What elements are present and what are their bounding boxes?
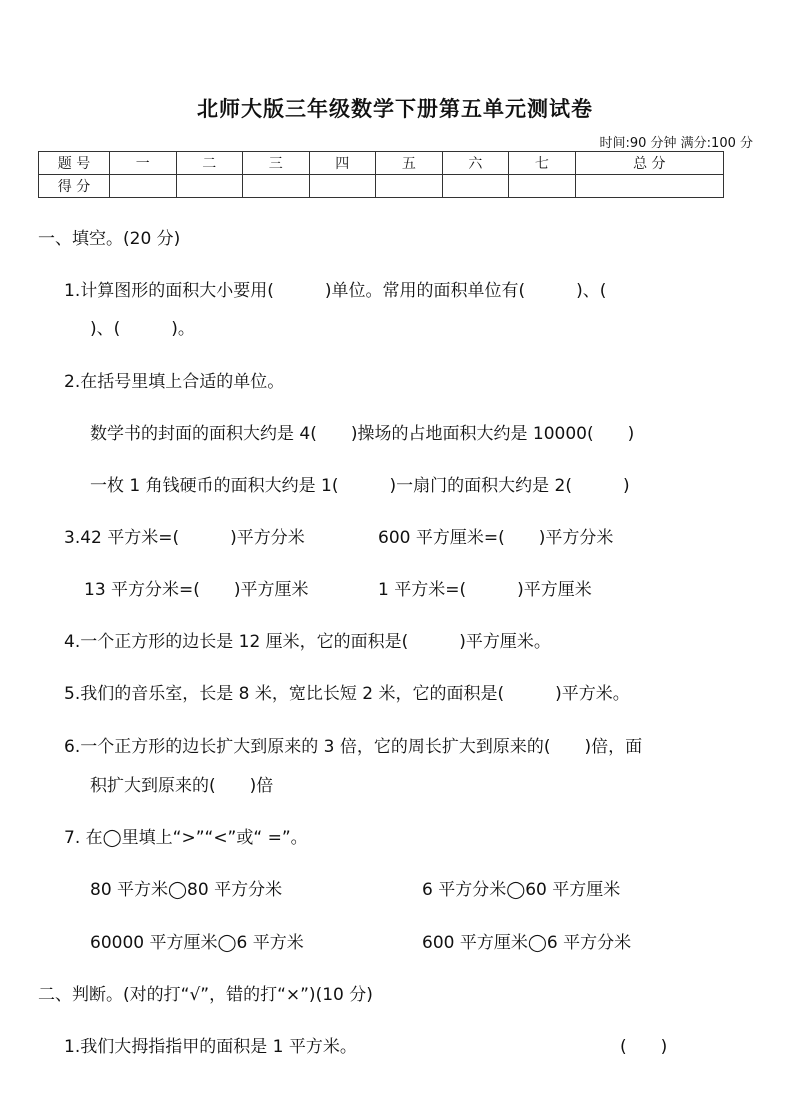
score-table-cell: 题 号 xyxy=(39,152,110,175)
score-input-cell[interactable] xyxy=(442,175,509,198)
time-and-score-info: 时间:90 分钟 满分:100 分 xyxy=(599,136,753,151)
score-input-cell[interactable] xyxy=(110,175,177,198)
score-table-cell: 得 分 xyxy=(39,175,110,198)
question-2-line-2: 一枚 1 角钱硬币的面积大约是 1( )一扇门的面积大约是 2( ) xyxy=(90,476,630,496)
question-3-item-c: 13 平方分米=( )平方厘米 xyxy=(84,580,309,600)
score-table-cell: 三 xyxy=(243,152,310,175)
question-7-item-c: 60000 平方厘米◯6 平方米 xyxy=(90,933,304,953)
question-7-item-a: 80 平方米◯80 平方分米 xyxy=(90,880,283,900)
page-title: 北师大版三年级数学下册第五单元测试卷 xyxy=(197,97,593,121)
score-table-cell: 二 xyxy=(176,152,243,175)
score-input-cell[interactable] xyxy=(509,175,576,198)
score-table-cell: 一 xyxy=(110,152,177,175)
question-2-heading: 2.在括号里填上合适的单位。 xyxy=(64,372,285,392)
score-input-cell[interactable] xyxy=(575,175,723,198)
section1-heading: 一、填空。(20 分) xyxy=(38,229,181,249)
question-1-line-2: )、( )。 xyxy=(90,319,195,339)
judgment-1-answer-paren[interactable]: ( ) xyxy=(620,1037,668,1057)
question-6-line-1: 6.一个正方形的边长扩大到原来的 3 倍，它的周长扩大到原来的( )倍，面 xyxy=(64,737,643,757)
score-input-cell[interactable] xyxy=(243,175,310,198)
score-table-cell: 四 xyxy=(309,152,376,175)
score-table-score-row xyxy=(39,175,724,198)
section2-heading: 二、判断。(对的打“√”，错的打“×”)(10 分) xyxy=(38,985,373,1005)
question-7-item-b: 6 平方分米◯60 平方厘米 xyxy=(422,880,621,900)
question-2-line-1: 数学书的封面的面积大约是 4( )操场的占地面积大约是 10000( ) xyxy=(90,424,635,444)
question-1-line-1: 1.计算图形的面积大小要用( )单位。常用的面积单位有( )、( xyxy=(64,281,607,301)
question-3-item-a: 3.42 平方米=( )平方分米 xyxy=(64,528,305,548)
score-input-cell[interactable] xyxy=(309,175,376,198)
score-input-cell[interactable] xyxy=(376,175,443,198)
question-7-heading: 7. 在◯里填上“>”“<”或“ =”。 xyxy=(64,828,308,848)
question-6-line-2: 积扩大到原来的( )倍 xyxy=(90,776,274,796)
score-table xyxy=(38,151,724,198)
score-table-cell: 六 xyxy=(442,152,509,175)
question-4: 4.一个正方形的边长是 12 厘米，它的面积是( )平方厘米。 xyxy=(64,632,551,652)
question-3-item-d: 1 平方米=( )平方厘米 xyxy=(378,580,592,600)
score-table-cell: 五 xyxy=(376,152,443,175)
question-7-item-d: 600 平方厘米◯6 平方分米 xyxy=(422,933,632,953)
score-table-cell: 总 分 xyxy=(575,152,723,175)
question-5: 5.我们的音乐室，长是 8 米，宽比长短 2 米，它的面积是( )平方米。 xyxy=(64,684,630,704)
question-3-item-b: 600 平方厘米=( )平方分米 xyxy=(378,528,614,548)
score-table-header-row xyxy=(39,152,724,175)
score-input-cell[interactable] xyxy=(176,175,243,198)
judgment-1: 1.我们大拇指指甲的面积是 1 平方米。 xyxy=(64,1037,357,1057)
score-table-cell: 七 xyxy=(509,152,576,175)
